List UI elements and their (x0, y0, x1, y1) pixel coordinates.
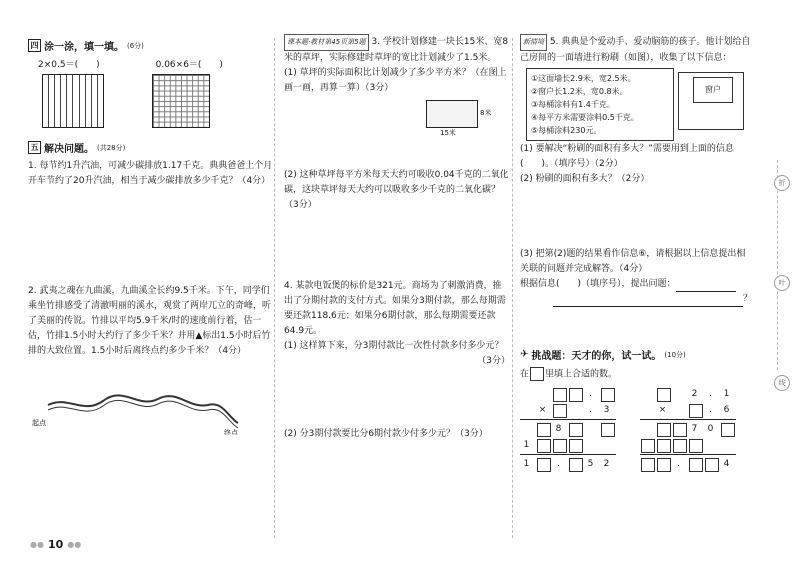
star-decoration-icon: ●● (30, 540, 44, 549)
question-four: 4. 某款电饭煲的标价是321元。商场为了刺激消费，推出了分期付款的支付方式。如果分3期付款，那么每期需要还款118.6元；如果分6期付款，那么每期需要还款64.9元。 (284, 281, 506, 336)
vertical-multiplication-puzzles (520, 387, 752, 471)
question-four-part-two: (2) 分3期付款要比分6期付款少付多少元？（3分） (284, 429, 488, 439)
coloring-grids (42, 74, 274, 128)
puzzle-two: 2 . 1 × . 6 7 0 . 4 (640, 387, 736, 471)
info-item: ③每桶涂料有1.4千克。 (531, 100, 615, 109)
fill-expressions (38, 57, 274, 70)
question-five: 新情境 5. 典典是个爱动手、爱动脑筋的孩子。他计划给自己房间的一面墙进行粉刷（如图），收集了以下信息： (520, 34, 752, 66)
digit-box[interactable] (569, 423, 583, 437)
section-points: (6分) (127, 41, 144, 50)
answer-blank[interactable] (553, 296, 743, 307)
digit-box[interactable] (553, 404, 567, 418)
wall-diagram (678, 72, 744, 130)
star-decoration-icon: ●● (67, 540, 82, 549)
digit-box[interactable] (569, 458, 583, 472)
question-five-answer-line: 根据信息( )（填序号），提出问题： (520, 277, 752, 292)
column-middle (284, 34, 510, 442)
question-four-part-one-points: （3分） (477, 356, 510, 366)
expression-one: 2×0.5＝( ) (38, 60, 100, 70)
question-three-part-one: (1) 草坪的实际面积比计划减少了多少平方米？（在图上画一画，再算一算）（3分） (284, 68, 507, 93)
challenge-points: (10分) (664, 350, 686, 359)
blank-box-icon (530, 367, 544, 381)
digit-box[interactable] (657, 388, 671, 402)
lawn-height-label: 8米 (480, 109, 492, 117)
digit-box[interactable] (537, 439, 551, 453)
digit-box[interactable] (537, 423, 551, 437)
info-item: ②窗户长1.2米，宽0.8米。 (531, 87, 628, 96)
info-list (526, 68, 674, 141)
fold-mark: 叶 (774, 275, 790, 291)
challenge-heading (520, 347, 752, 362)
lawn-rectangle[interactable] (426, 100, 478, 128)
hundredths-grid[interactable] (152, 74, 210, 128)
digit-box[interactable] (689, 404, 703, 418)
lawn-width-label: 15米 (440, 129, 456, 137)
question-five-part-three: (3) 把第(2)题的结果看作信息⑥，请根据以上信息提出相关联的问题并完成解答。（4分） (520, 249, 746, 274)
challenge-title: 挑战题：天才的你，试一试。 (531, 351, 662, 362)
tenths-bar-grid[interactable] (42, 74, 104, 128)
digit-box[interactable] (601, 388, 615, 402)
page-number: 10 (47, 538, 64, 551)
rocket-icon: ✈ (520, 349, 529, 360)
section-number-icon: 四 (28, 39, 41, 52)
answer-blank[interactable] (676, 281, 736, 292)
column-divider (274, 38, 275, 538)
question-three-part-two: (2) 这种草坪每平方米每天大约可吸收0.04千克的二氧化碳，这块草坪每天大约可以吸收多少千克的二氧化碳？（3分） (284, 170, 509, 210)
river-map (28, 365, 258, 435)
puzzle-one: . × . 3 8 1 1 . 5 2 (520, 387, 616, 471)
section-points: (共28分) (97, 143, 126, 152)
digit-box[interactable] (689, 458, 703, 472)
fold-mark: 线 (774, 375, 790, 391)
digit-box[interactable] (657, 423, 671, 437)
map-start-label: 起点 (32, 419, 46, 427)
digit-box[interactable] (657, 439, 671, 453)
question-five-part-one: (1) 要解决“粉刷的面积有多大？”需要用到上面的信息( )。（填序号）（2分） (520, 144, 734, 169)
info-item: ①这面墙长2.9米，宽2.5米。 (531, 74, 636, 83)
page-footer (30, 538, 81, 551)
section-title: 涂一涂，填一填。 (44, 42, 124, 53)
info-item: ④每平方米需要涂料0.5千克。 (531, 113, 639, 122)
question-one: 1. 每节约1升汽油，可减少碳排放1.17千克。典典爸爸上个月开车节约了20升汽油，相当于减少碳排放多少千克？（4分） (28, 161, 273, 186)
digit-box[interactable] (689, 439, 703, 453)
digit-box[interactable] (721, 423, 735, 437)
section-title: 解决问题。 (44, 144, 94, 155)
digit-box[interactable] (705, 458, 719, 472)
question-three: 课本题·教材第45页第5题 3. 学校计划修建一块长15米、宽8米的草坪，实际修建时草坪的宽比计划减少了1.5米。 (284, 34, 510, 66)
lawn-figure (284, 96, 510, 140)
question-four-part-one: (1) 这样算下来，分3期付款比一次性付款多付多少元？ (284, 341, 504, 351)
digit-box[interactable] (673, 423, 687, 437)
fold-line (777, 160, 778, 370)
map-end-label: 终点 (224, 429, 238, 435)
column-divider (512, 38, 513, 538)
new-context-tag: 新情境 (520, 34, 547, 51)
expression-two: 0.06×6＝( ) (155, 60, 223, 70)
textbook-tag: 课本题·教材第45页第5题 (284, 34, 369, 51)
question-five-part-two: (2) 粉刷的面积有多大？（2分） (520, 174, 650, 184)
column-right (520, 34, 752, 471)
section-number-icon: 五 (28, 141, 41, 154)
section-five-heading (28, 140, 274, 155)
digit-box[interactable] (569, 439, 583, 453)
section-four-heading (28, 38, 274, 53)
digit-box[interactable] (553, 388, 567, 402)
digit-box[interactable] (601, 423, 615, 437)
digit-box[interactable] (673, 439, 687, 453)
info-and-wall (520, 68, 752, 142)
column-left (28, 34, 274, 438)
digit-box[interactable] (641, 458, 655, 472)
window-label: 窗户 (693, 77, 733, 103)
digit-box[interactable] (641, 439, 655, 453)
info-item: ⑤每桶涂料230元。 (531, 126, 602, 135)
fold-mark: 折 (774, 175, 790, 191)
question-two: 2. 武夷之魂在九曲溪，九曲溪全长约9.5千米。下午，同学们乘坐竹排感受了清澈明丽的溪水，观赏了两岸兀立的奇峰，听了美丽的传说。竹排以平均5.9千米/时的速度前行着，估一估，竹排1.5小时大约行了多少千米？并用▲标出1.5小时后竹排的大致位置。1.5小时后离终点约多少千米？（4分） (28, 286, 272, 356)
challenge-instruction: 在 里填上合适的数。 (520, 366, 752, 383)
digit-box[interactable] (569, 388, 583, 402)
digit-box[interactable] (553, 439, 567, 453)
question-five-line-end: ？ (520, 292, 752, 307)
digit-box[interactable] (657, 458, 671, 472)
digit-box[interactable] (537, 458, 551, 472)
